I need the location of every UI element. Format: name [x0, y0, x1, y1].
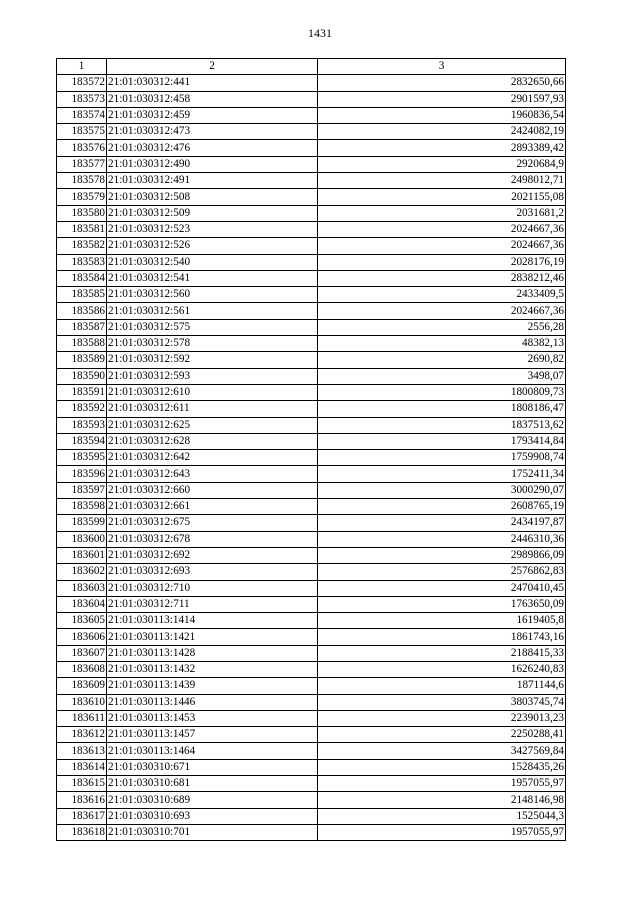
cadastral-value-cell: 1525044,3	[318, 808, 566, 824]
cadastral-number-cell: 21:01:030312:541	[107, 270, 318, 286]
row-number-cell: 183597	[57, 482, 107, 498]
cadastral-value-cell: 2989866,09	[318, 547, 566, 563]
table-row	[57, 450, 566, 466]
cadastral-number-cell: 21:01:030312:473	[107, 124, 318, 140]
table-row	[57, 189, 566, 205]
cadastral-value-cell: 2920684,9	[318, 156, 566, 172]
cadastral-value-cell: 1752411,34	[318, 466, 566, 482]
cadastral-value-cell: 1837513,62	[318, 417, 566, 433]
table-row	[57, 776, 566, 792]
cadastral-number-cell: 21:01:030312:523	[107, 221, 318, 237]
cadastral-value-cell: 1808186,47	[318, 401, 566, 417]
row-number-cell: 183590	[57, 368, 107, 384]
cadastral-number-cell: 21:01:030113:1414	[107, 613, 318, 629]
cadastral-number-cell: 21:01:030312:693	[107, 564, 318, 580]
cadastral-value-cell: 2498012,71	[318, 173, 566, 189]
row-number-cell: 183572	[57, 75, 107, 91]
table-row	[57, 547, 566, 563]
cadastral-value-cell: 3427569,84	[318, 743, 566, 759]
cadastral-value-cell: 2576862,83	[318, 564, 566, 580]
cadastral-value-cell: 1960836,54	[318, 107, 566, 123]
cadastral-value-cell: 1528435,26	[318, 759, 566, 775]
table-row	[57, 173, 566, 189]
cadastral-value-cell: 1871144,6	[318, 678, 566, 694]
table-row	[57, 661, 566, 677]
table-row	[57, 515, 566, 531]
row-number-cell: 183579	[57, 189, 107, 205]
table-row	[57, 352, 566, 368]
cadastral-number-cell: 21:01:030312:711	[107, 596, 318, 612]
row-number-cell: 183615	[57, 776, 107, 792]
row-number-cell: 183586	[57, 303, 107, 319]
row-number-cell: 183576	[57, 140, 107, 156]
cadastral-number-cell: 21:01:030113:1446	[107, 694, 318, 710]
table-row	[57, 107, 566, 123]
cadastral-number-cell: 21:01:030312:490	[107, 156, 318, 172]
column-header-3: 3	[318, 59, 566, 75]
cadastral-number-cell: 21:01:030113:1464	[107, 743, 318, 759]
row-number-cell: 183578	[57, 173, 107, 189]
cadastral-number-cell: 21:01:030312:592	[107, 352, 318, 368]
cadastral-value-cell: 2188415,33	[318, 645, 566, 661]
table-row	[57, 238, 566, 254]
cadastral-number-cell: 21:01:030113:1457	[107, 727, 318, 743]
cadastral-number-cell: 21:01:030113:1439	[107, 678, 318, 694]
row-number-cell: 183595	[57, 450, 107, 466]
cadastral-number-cell: 21:01:030312:476	[107, 140, 318, 156]
cadastral-number-cell: 21:01:030312:710	[107, 580, 318, 596]
cadastral-value-cell: 1861743,16	[318, 629, 566, 645]
row-number-cell: 183596	[57, 466, 107, 482]
row-number-cell: 183589	[57, 352, 107, 368]
cadastral-number-cell: 21:01:030312:578	[107, 336, 318, 352]
cadastral-number-cell: 21:01:030310:671	[107, 759, 318, 775]
row-number-cell: 183594	[57, 433, 107, 449]
row-number-cell: 183606	[57, 629, 107, 645]
cadastral-value-cell: 1793414,84	[318, 433, 566, 449]
cadastral-number-cell: 21:01:030312:458	[107, 91, 318, 107]
cadastral-number-cell: 21:01:030310:701	[107, 824, 318, 840]
row-number-cell: 183607	[57, 645, 107, 661]
cadastral-number-cell: 21:01:030312:593	[107, 368, 318, 384]
row-number-cell: 183580	[57, 205, 107, 221]
table-row	[57, 710, 566, 726]
row-number-cell: 183573	[57, 91, 107, 107]
row-number-cell: 183581	[57, 221, 107, 237]
cadastral-value-cell: 2690,82	[318, 352, 566, 368]
table-row	[57, 694, 566, 710]
table-header-row	[57, 59, 566, 75]
cadastral-value-cell: 2031681,2	[318, 205, 566, 221]
cadastral-number-cell: 21:01:030312:643	[107, 466, 318, 482]
row-number-cell: 183584	[57, 270, 107, 286]
cadastral-value-cell: 1957055,97	[318, 776, 566, 792]
cadastral-number-cell: 21:01:030312:692	[107, 547, 318, 563]
row-number-cell: 183613	[57, 743, 107, 759]
row-number-cell: 183608	[57, 661, 107, 677]
cadastral-value-cell: 3000290,07	[318, 482, 566, 498]
page-number: 1431	[308, 26, 332, 40]
cadastral-value-cell: 2028176,19	[318, 254, 566, 270]
table-row	[57, 678, 566, 694]
table-row	[57, 91, 566, 107]
row-number-cell: 183609	[57, 678, 107, 694]
cadastral-number-cell: 21:01:030312:678	[107, 531, 318, 547]
cadastral-number-cell: 21:01:030312:491	[107, 173, 318, 189]
row-number-cell: 183591	[57, 384, 107, 400]
cadastral-number-cell: 21:01:030312:628	[107, 433, 318, 449]
cadastral-number-cell: 21:01:030310:693	[107, 808, 318, 824]
cadastral-number-cell: 21:01:030312:642	[107, 450, 318, 466]
cadastral-value-cell: 2024667,36	[318, 238, 566, 254]
table-row	[57, 482, 566, 498]
table-row	[57, 417, 566, 433]
cadastral-number-cell: 21:01:030312:675	[107, 515, 318, 531]
table-row	[57, 727, 566, 743]
table-row	[57, 270, 566, 286]
row-number-cell: 183577	[57, 156, 107, 172]
table-row	[57, 613, 566, 629]
cadastral-value-cell: 3498,07	[318, 368, 566, 384]
table-row	[57, 466, 566, 482]
cadastral-value-cell: 2832650,66	[318, 75, 566, 91]
table-body	[57, 75, 566, 841]
cadastral-number-cell: 21:01:030312:660	[107, 482, 318, 498]
cadastral-number-cell: 21:01:030312:526	[107, 238, 318, 254]
table-row	[57, 336, 566, 352]
cadastral-value-cell: 2239013,23	[318, 710, 566, 726]
row-number-cell: 183592	[57, 401, 107, 417]
table-row	[57, 140, 566, 156]
cadastral-number-cell: 21:01:030312:561	[107, 303, 318, 319]
row-number-cell: 183585	[57, 287, 107, 303]
row-number-cell: 183611	[57, 710, 107, 726]
cadastral-number-cell: 21:01:030312:661	[107, 499, 318, 515]
row-number-cell: 183602	[57, 564, 107, 580]
cadastral-value-cell: 2838212,46	[318, 270, 566, 286]
cadastral-number-cell: 21:01:030113:1453	[107, 710, 318, 726]
row-number-cell: 183587	[57, 319, 107, 335]
cadastral-value-cell: 2024667,36	[318, 303, 566, 319]
cadastral-value-cell: 2608765,19	[318, 499, 566, 515]
table-row	[57, 368, 566, 384]
table-row	[57, 629, 566, 645]
table-row	[57, 743, 566, 759]
cadastral-number-cell: 21:01:030113:1432	[107, 661, 318, 677]
row-number-cell: 183582	[57, 238, 107, 254]
table-row	[57, 303, 566, 319]
cadastral-value-cell: 1957055,97	[318, 824, 566, 840]
cadastral-value-cell: 2433409,5	[318, 287, 566, 303]
table-row	[57, 221, 566, 237]
cadastral-value-cell: 2893389,42	[318, 140, 566, 156]
cadastral-value-cell: 2424082,19	[318, 124, 566, 140]
row-number-cell: 183603	[57, 580, 107, 596]
cadastral-number-cell: 21:01:030312:610	[107, 384, 318, 400]
row-number-cell: 183610	[57, 694, 107, 710]
table-row	[57, 401, 566, 417]
cadastral-number-cell: 21:01:030310:689	[107, 792, 318, 808]
row-number-cell: 183605	[57, 613, 107, 629]
table-row	[57, 205, 566, 221]
cadastral-value-cell: 2901597,93	[318, 91, 566, 107]
row-number-cell: 183583	[57, 254, 107, 270]
cadastral-number-cell: 21:01:030312:459	[107, 107, 318, 123]
cadastral-number-cell: 21:01:030113:1428	[107, 645, 318, 661]
cadastral-number-cell: 21:01:030312:625	[107, 417, 318, 433]
table-row	[57, 792, 566, 808]
table-row	[57, 596, 566, 612]
cadastral-value-cell: 48382,13	[318, 336, 566, 352]
cadastral-number-cell: 21:01:030312:611	[107, 401, 318, 417]
cadastral-value-cell: 1759908,74	[318, 450, 566, 466]
cadastral-value-cell: 2024667,36	[318, 221, 566, 237]
row-number-cell: 183612	[57, 727, 107, 743]
table-row	[57, 580, 566, 596]
row-number-cell: 183598	[57, 499, 107, 515]
table-row	[57, 564, 566, 580]
table-row	[57, 499, 566, 515]
table-row	[57, 808, 566, 824]
cadastral-value-cell: 1800809,73	[318, 384, 566, 400]
table-row	[57, 287, 566, 303]
row-number-cell: 183599	[57, 515, 107, 531]
table-row	[57, 75, 566, 91]
cadastral-number-cell: 21:01:030312:508	[107, 189, 318, 205]
cadastral-value-cell: 2446310,36	[318, 531, 566, 547]
table-row	[57, 254, 566, 270]
row-number-cell: 183600	[57, 531, 107, 547]
row-number-cell: 183574	[57, 107, 107, 123]
cadastral-value-cell: 2021155,08	[318, 189, 566, 205]
cadastral-value-cell: 2148146,98	[318, 792, 566, 808]
cadastral-number-cell: 21:01:030312:509	[107, 205, 318, 221]
row-number-cell: 183604	[57, 596, 107, 612]
cadastral-number-cell: 21:01:030312:575	[107, 319, 318, 335]
row-number-cell: 183601	[57, 547, 107, 563]
row-number-cell: 183618	[57, 824, 107, 840]
cadastral-value-cell: 3803745,74	[318, 694, 566, 710]
cadastral-value-cell: 2556,28	[318, 319, 566, 335]
table-row	[57, 824, 566, 840]
table-row	[57, 384, 566, 400]
cadastral-value-cell: 1619405,8	[318, 613, 566, 629]
cadastral-value-cell: 2250288,41	[318, 727, 566, 743]
row-number-cell: 183617	[57, 808, 107, 824]
row-number-cell: 183575	[57, 124, 107, 140]
cadastral-value-table	[56, 58, 566, 841]
row-number-cell: 183614	[57, 759, 107, 775]
row-number-cell: 183588	[57, 336, 107, 352]
cadastral-number-cell: 21:01:030113:1421	[107, 629, 318, 645]
table-row	[57, 433, 566, 449]
cadastral-value-cell: 1626240,83	[318, 661, 566, 677]
table-row	[57, 156, 566, 172]
cadastral-number-cell: 21:01:030312:540	[107, 254, 318, 270]
cadastral-value-cell: 2470410,45	[318, 580, 566, 596]
column-header-2: 2	[107, 59, 318, 75]
row-number-cell: 183593	[57, 417, 107, 433]
column-header-1: 1	[57, 59, 107, 75]
cadastral-number-cell: 21:01:030312:441	[107, 75, 318, 91]
cadastral-number-cell: 21:01:030312:560	[107, 287, 318, 303]
cadastral-number-cell: 21:01:030310:681	[107, 776, 318, 792]
table-row	[57, 319, 566, 335]
row-number-cell: 183616	[57, 792, 107, 808]
table-row	[57, 759, 566, 775]
table-row	[57, 124, 566, 140]
table-row	[57, 645, 566, 661]
table-row	[57, 531, 566, 547]
cadastral-value-cell: 2434197,87	[318, 515, 566, 531]
cadastral-value-cell: 1763650,09	[318, 596, 566, 612]
